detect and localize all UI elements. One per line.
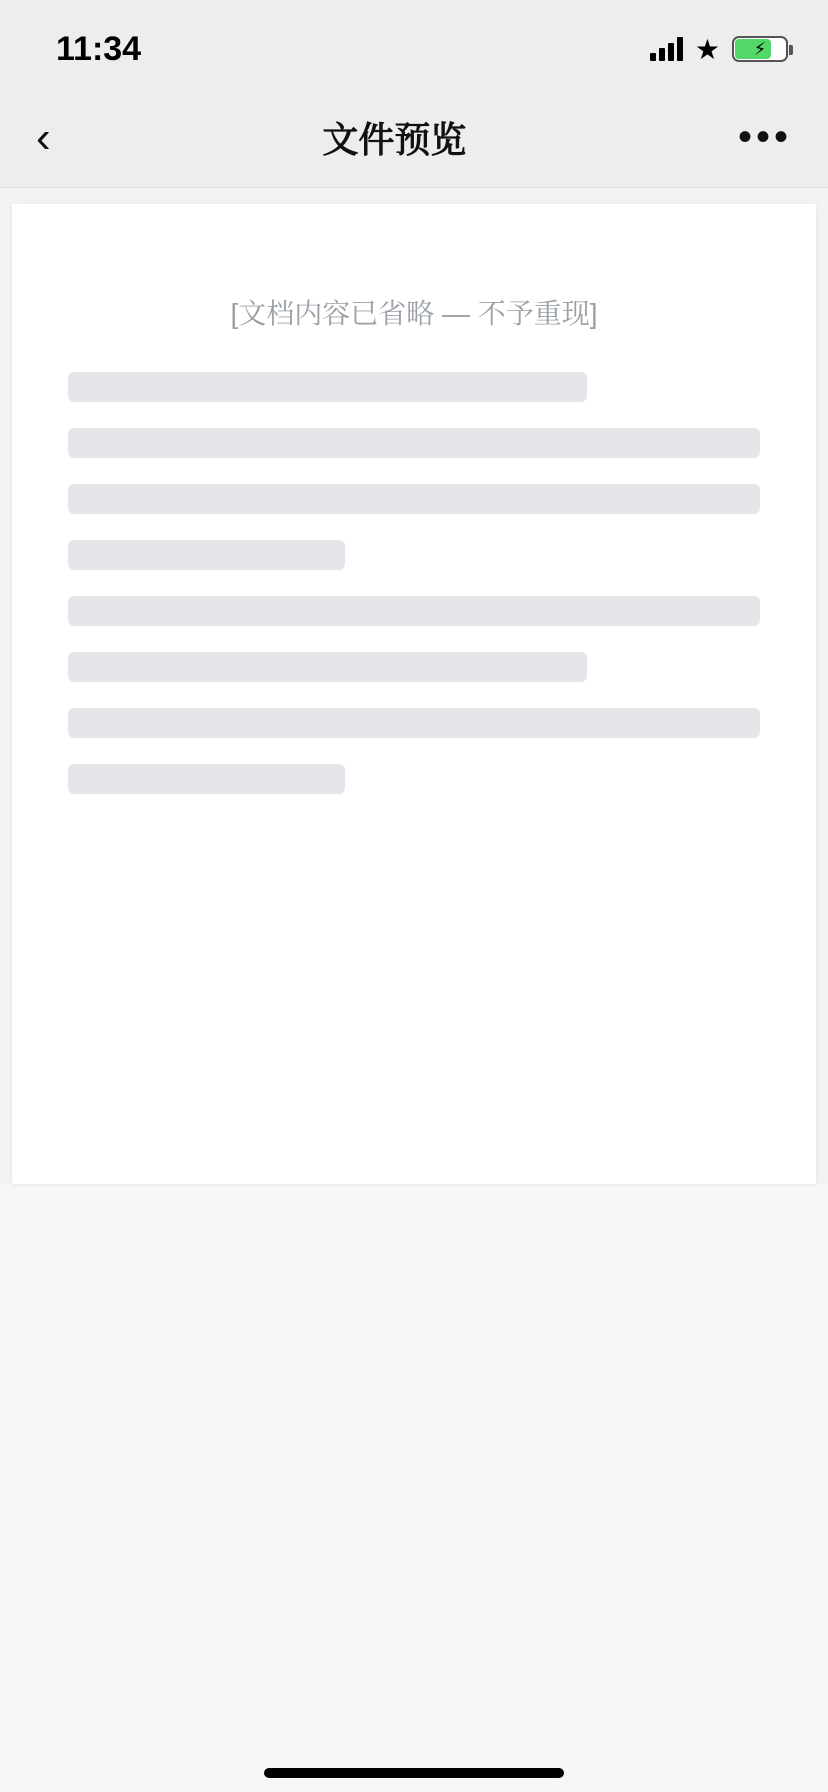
redacted-text-line: [68, 540, 345, 570]
charging-bolt-icon: ⚡: [753, 38, 767, 59]
wifi-icon: ★︎: [694, 33, 720, 65]
back-button[interactable]: ‹: [36, 112, 51, 162]
redacted-text-line: [68, 708, 760, 738]
redaction-notice: [文档内容已省略 — 不予重现]: [230, 298, 598, 329]
battery-icon: [732, 36, 788, 62]
redacted-text-line: [68, 372, 587, 402]
home-indicator[interactable]: [264, 1768, 564, 1778]
more-options-button[interactable]: •••: [737, 115, 792, 159]
redacted-text-line: [68, 764, 345, 794]
document-page: [12, 204, 816, 1184]
page-title: 文件预览: [322, 119, 467, 160]
redacted-text-line: [68, 428, 760, 458]
clock: 11:34: [56, 29, 142, 68]
status-bar: [0, 0, 828, 88]
redacted-text-line: [68, 652, 587, 682]
file-preview-area[interactable]: [0, 188, 828, 1184]
redacted-text-line: [68, 596, 760, 626]
redacted-text-line: [68, 484, 760, 514]
cellular-signal-icon: [650, 37, 683, 61]
navigation-bar: [0, 88, 828, 188]
